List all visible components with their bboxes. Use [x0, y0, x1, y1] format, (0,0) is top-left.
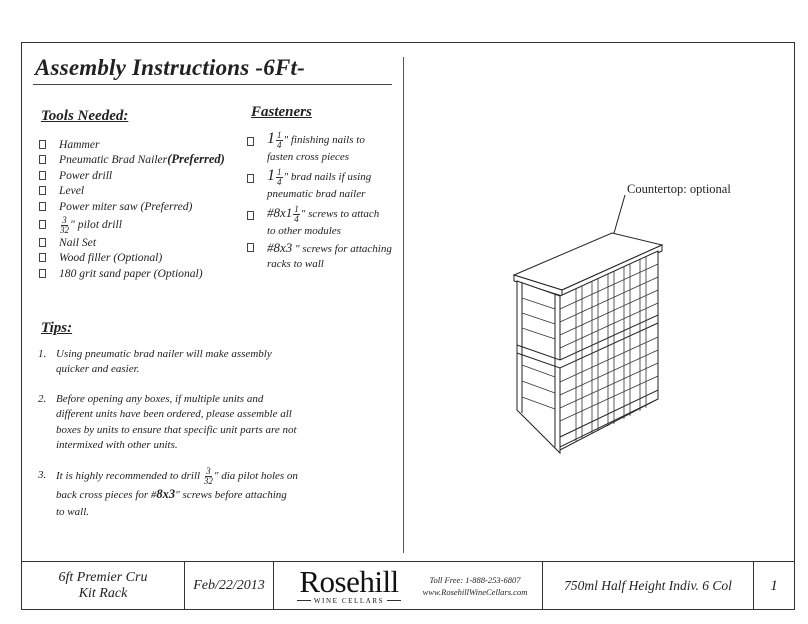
rosehill-logo — [290, 562, 408, 610]
list-item: 1. Using pneumatic brad nailer will make assembly quicker and easier. — [38, 348, 272, 376]
tips-heading: Tips: — [41, 320, 73, 336]
tips-list — [38, 347, 298, 535]
website-link: www.RosehillWineCellars.com — [422, 587, 528, 597]
list-item: 3. It is highly recommended to drill $\frac{3}{32}$ " dia pilot holes on back cross pieces for #8x3" screws before attaching to wall. — [38, 466, 298, 519]
toll-free-number: Toll Free: 1-888-253-6807 — [429, 575, 521, 585]
footer-description — [543, 562, 753, 610]
tool-label: Power drill — [59, 168, 113, 182]
checkbox-icon — [39, 155, 46, 164]
column-divider — [403, 57, 404, 553]
logo-subtitle: WINE CELLARS — [294, 597, 404, 605]
title-underline — [33, 84, 392, 85]
list-item: $\frac{3}{32}$ " pilot drill — [38, 214, 225, 235]
product-name-line1: 6ft Premier Cru — [58, 570, 148, 585]
checkbox-icon — [247, 211, 254, 220]
checkbox-icon — [39, 140, 46, 149]
preferred-label: (Preferred) — [167, 152, 225, 167]
tool-label: Pneumatic Brad Nailer — [59, 153, 168, 167]
checkbox-icon — [247, 137, 254, 146]
checkbox-icon — [39, 186, 46, 195]
footer-page — [754, 562, 794, 610]
checkbox-icon — [247, 174, 254, 183]
checkbox-icon — [39, 171, 46, 180]
product-description: 750ml Half Height Indiv. 6 Col — [564, 578, 732, 593]
tool-label: 180 grit sand paper (Optional) — [59, 266, 203, 280]
list-item — [38, 250, 225, 265]
checkbox-icon — [39, 238, 46, 247]
page-number: 1 — [770, 577, 778, 594]
fraction: $\frac{3}{32}$ — [60, 214, 69, 235]
page-title: Assembly Instructions -6Ft- — [35, 55, 305, 80]
checkbox-icon — [39, 202, 46, 211]
tool-label: Wood filler (Optional) — [59, 251, 163, 265]
fasteners-heading: Fasteners — [251, 104, 312, 120]
tool-label: Nail Set — [59, 236, 97, 250]
tool-label: pilot drill — [77, 218, 122, 232]
list-item — [38, 152, 225, 167]
tool-label: Hammer — [59, 138, 100, 151]
list-item: 1 $\frac{1}{4}$ " brad nails if using pneumatic brad nailer — [246, 168, 392, 202]
product-name-line2: Kit Rack — [78, 586, 128, 601]
list-item: 1 $\frac{1}{4}$ " finishing nails to fasten cross pieces — [246, 131, 392, 165]
list-item — [38, 168, 225, 183]
date-label: Feb/22/2013 — [193, 578, 265, 593]
tool-label: Power miter saw (Preferred) — [59, 199, 193, 213]
list-item — [38, 183, 225, 198]
logo-wordmark: Rosehill — [299, 563, 399, 599]
checkbox-icon — [39, 220, 46, 229]
footer-product — [22, 562, 184, 610]
wine-rack-illustration — [500, 185, 680, 455]
checkbox-icon — [39, 253, 46, 262]
footer-contact — [410, 562, 540, 610]
checkbox-icon — [39, 269, 46, 278]
countertop-callout: Countertop: optional — [627, 182, 731, 196]
checkbox-icon — [247, 243, 254, 252]
footer-separator — [273, 562, 274, 610]
list-item — [38, 199, 225, 214]
footer-date — [185, 562, 273, 610]
list-item — [38, 266, 225, 281]
list-item: #8x3 " screws for attaching racks to wall — [246, 240, 392, 272]
tools-list — [38, 137, 225, 281]
list-item — [38, 235, 225, 250]
list-item: #8x1 $\frac{1}{4}$ " screws to attach to other modules — [246, 205, 392, 239]
tool-label: Level — [59, 184, 85, 198]
list-item: 2. Before opening any boxes, if multiple units and different units have been ordered, please assemble all boxes by units to ensure that specific unit parts are not intermixed with other units. — [38, 392, 297, 452]
tools-heading: Tools Needed: — [41, 108, 129, 124]
list-item — [38, 137, 225, 152]
fasteners-list — [246, 131, 392, 272]
